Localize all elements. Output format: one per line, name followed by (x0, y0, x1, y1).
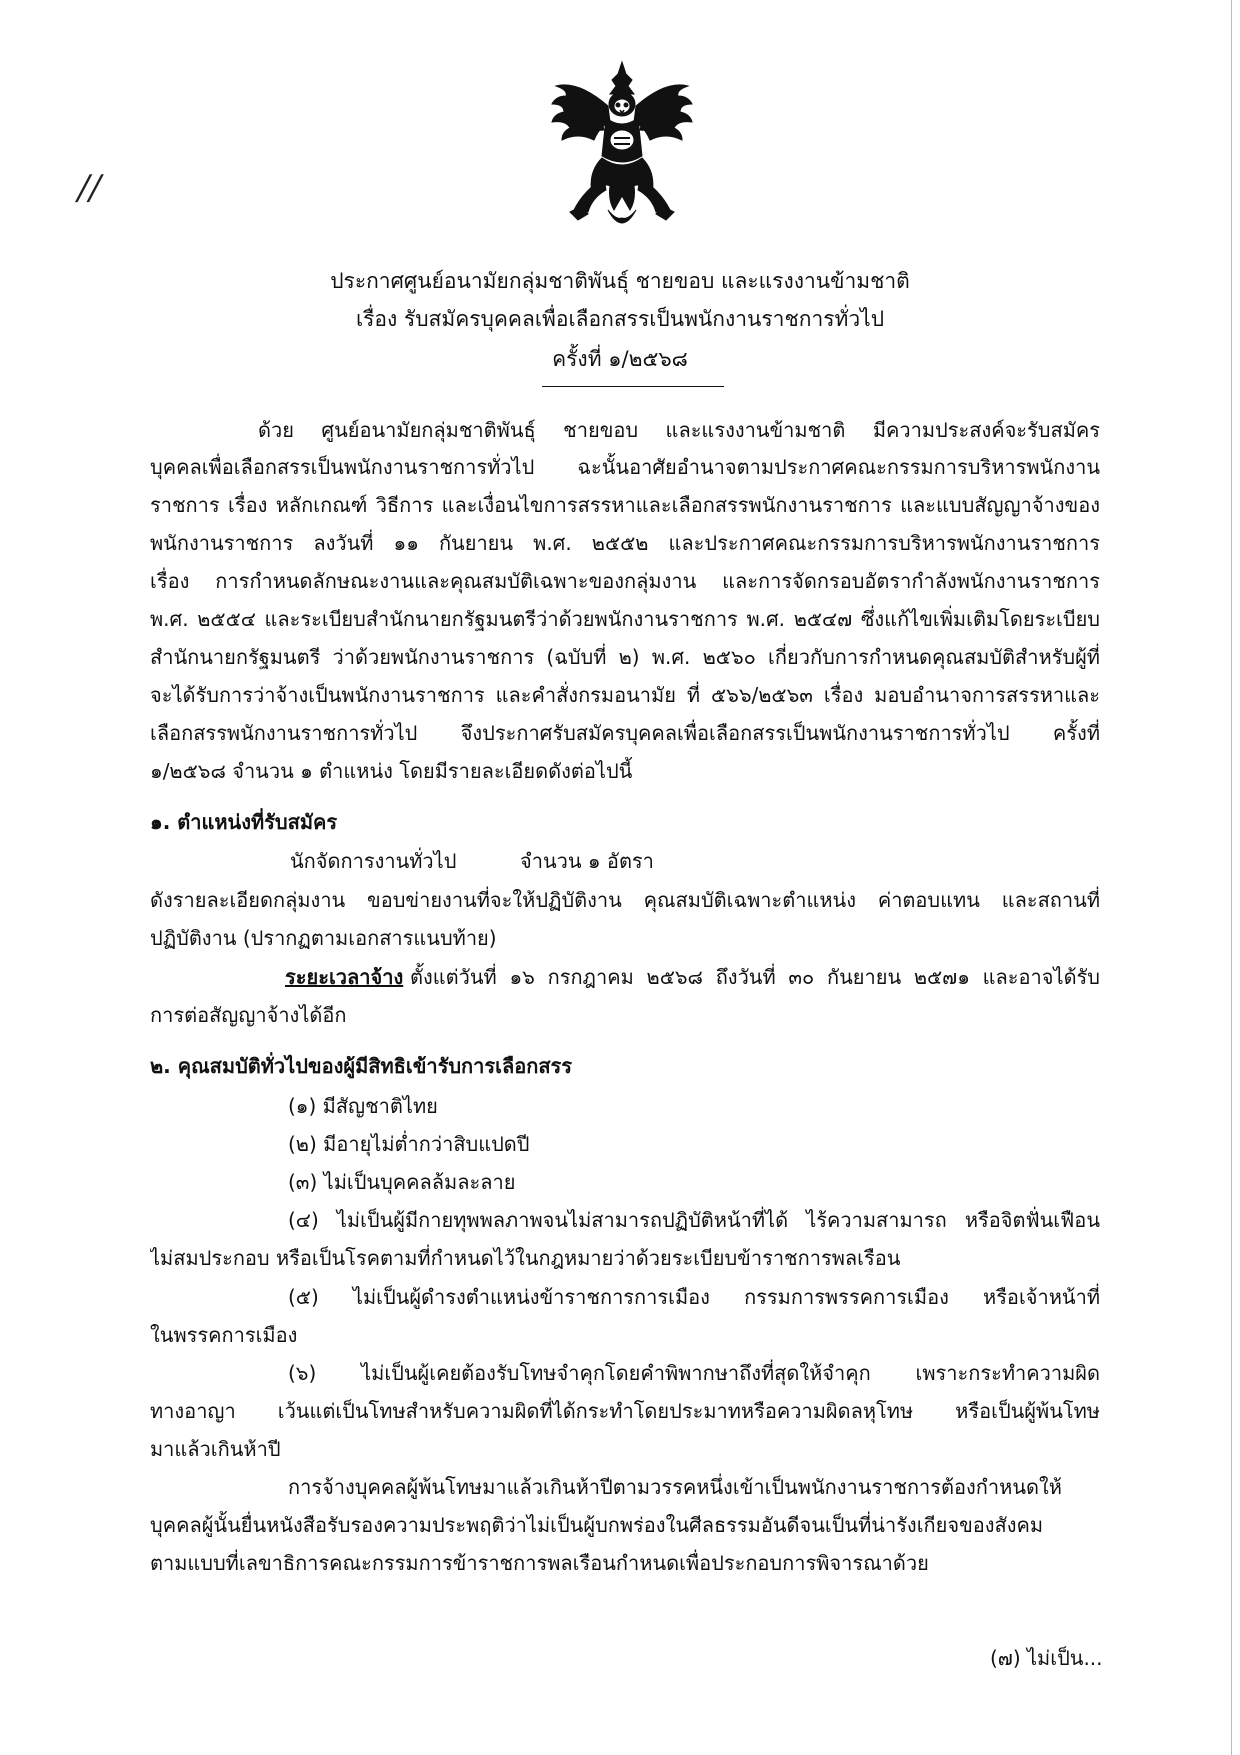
employment-period-label (285, 961, 403, 993)
heading-divider (542, 386, 724, 387)
employment-period-label-text: ระยะเวลาจ้าง (285, 965, 404, 989)
position-count: จำนวน ๑ อัตรา (520, 849, 654, 873)
margin-mark: // (73, 168, 106, 208)
qualification-5-line-2: ในพรรคการเมือง (150, 1323, 298, 1347)
section-2-title: ๒. คุณสมบัติทั่วไปของผู้มีสิทธิเข้ารับการเลือกสรร (150, 1054, 573, 1078)
intro-line-9: เลือกสรรพนักงานราชการทั่วไป จึงประกาศรับสมัครบุคคลเพื่อเลือกสรรเป็นพนักงานราชการทั่วไป ครั้งที่ (150, 721, 1100, 745)
section-1-detail-2: ปฏิบัติงาน (ปรากฏตามเอกสารแนบท้าย) (150, 926, 497, 950)
ex-convict-paragraph-line-3: ตามแบบที่เลขาธิการคณะกรรมการข้าราชการพลเรือนกำหนดเพื่อประกอบการพิจารณาด้วย (150, 1551, 929, 1575)
section-1-title: ๑. ตำแหน่งที่รับสมัคร (150, 810, 338, 834)
intro-line-7: สำนักนายกรัฐมนตรี ว่าด้วยพนักงานราชการ (ฉบับที่ ๒) พ.ศ. ๒๕๖๐ เกี่ยวกับการกำหนดคุณสมบัติสำหรับผู้ที่ (150, 645, 1100, 669)
qualification-3: (๓) ไม่เป็นบุคคลล้มละลาย (288, 1170, 516, 1194)
intro-line-4: พนักงานราชการ ลงวันที่ ๑๑ กันยายน พ.ศ. ๒๕๕๒ และประกาศคณะกรรมการบริหารพนักงานราชการ (150, 531, 1100, 555)
qualification-6-line-1: (๖) ไม่เป็นผู้เคยต้องรับโทษจำคุกโดยคำพิพากษาถึงที่สุดให้จำคุก เพราะกระทำความผิด (288, 1361, 1100, 1385)
intro-line-8: จะได้รับการว่าจ้างเป็นพนักงานราชการ และคำสั่งกรมอนามัย ที่ ๕๖๖/๒๕๖๓ เรื่อง มอบอำนาจการสรรหาและ (150, 683, 1100, 707)
section-1-detail-1: ดังรายละเอียดกลุ่มงาน ขอบข่ายงานที่จะให้ปฏิบัติงาน คุณสมบัติเฉพาะตำแหน่ง ค่าตอบแทน และสถานที่ (150, 888, 1100, 912)
heading-line-3: ครั้งที่ ๑/๒๕๖๘ (552, 347, 688, 371)
intro-line-10: ๑/๒๕๖๘ จำนวน ๑ ตำแหน่ง โดยมีรายละเอียดดังต่อไปนี้ (150, 759, 633, 783)
ex-convict-paragraph-line-1: การจ้างบุคคลผู้พ้นโทษมาแล้วเกินห้าปีตามวรรคหนึ่งเข้าเป็นพนักงานราชการต้องกำหนดให้ (288, 1475, 1062, 1499)
qualification-6-line-3: มาแล้วเกินห้าปี (150, 1437, 281, 1461)
qualification-6-line-2: ทางอาญา เว้นแต่เป็นโทษสำหรับความผิดที่ได้กระทำโดยประมาทหรือความผิดลหุโทษ หรือเป็นผู้พ้นโทษ (150, 1399, 1100, 1423)
continuation-note: (๗) ไม่เป็น... (990, 1646, 1103, 1670)
qualification-1: (๑) มีสัญชาติไทย (288, 1094, 438, 1118)
intro-line-2: บุคคลเพื่อเลือกสรรเป็นพนักงานราชการทั่วไป ฉะนั้นอาศัยอำนาจตามประกาศคณะกรรมการบริหารพนักงาน (150, 455, 1100, 479)
intro-line-6: พ.ศ. ๒๕๕๔ และระเบียบสำนักนายกรัฐมนตรีว่าด้วยพนักงานราชการ พ.ศ. ๒๕๔๗ ซึ่งแก้ไขเพิ่มเติมโดยระเบียบ (150, 607, 1100, 631)
qualification-4-line-2: ไม่สมประกอบ หรือเป็นโรคตามที่กำหนดไว้ในกฎหมายว่าด้วยระเบียบข้าราชการพลเรือน (150, 1246, 901, 1270)
qualification-5-line-1: (๕) ไม่เป็นผู้ดำรงตำแหน่งข้าราชการการเมือง กรรมการพรรคการเมือง หรือเจ้าหน้าที่ (288, 1285, 1100, 1309)
scan-edge-line (1231, 0, 1232, 1755)
intro-line-5: เรื่อง การกำหนดลักษณะงานและคุณสมบัติเฉพาะของกลุ่มงาน และการจัดกรอบอัตรากำลังพนักงานราชการ (150, 569, 1100, 593)
intro-line-1: ด้วย ศูนย์อนามัยกลุ่มชาติพันธุ์ ชายขอบ และแรงงานข้ามชาติ มีความประสงค์จะรับสมัคร (258, 418, 1100, 442)
qualification-2: (๒) มีอายุไม่ต่ำกว่าสิบแปดปี (288, 1132, 530, 1156)
employment-period-text: ตั้งแต่วันที่ ๑๖ กรกฎาคม ๒๕๖๘ ถึงวันที่ ๓๐ กันยายน ๒๕๗๑ และอาจได้รับ (410, 965, 1100, 989)
qualification-4-line-1: (๔) ไม่เป็นผู้มีกายทุพพลภาพจนไม่สามารถปฏิบัติหน้าที่ได้ ไร้ความสามารถ หรือจิตฟั่นเฟือน (288, 1208, 1100, 1232)
position-name: นักจัดการงานทั่วไป (290, 849, 457, 873)
garuda-emblem-icon (548, 60, 696, 240)
heading-line-1: ประกาศศูนย์อนามัยกลุ่มชาติพันธุ์ ชายขอบ และแรงงานข้ามชาติ (330, 269, 910, 293)
heading-line-2: เรื่อง รับสมัครบุคคลเพื่อเลือกสรรเป็นพนักงานราชการทั่วไป (355, 307, 885, 331)
intro-line-3: ราชการ เรื่อง หลักเกณฑ์ วิธีการ และเงื่อนไขการสรรหาและเลือกสรรพนักงานราชการ และแบบสัญญาจ้างของ (150, 493, 1100, 517)
ex-convict-paragraph-line-2: บุคคลผู้นั้นยื่นหนังสือรับรองความประพฤติว่าไม่เป็นผู้บกพร่องในศีลธรรมอันดีจนเป็นที่น่ารังเกียจของสังคม (150, 1513, 1044, 1537)
employment-period-cont: การต่อสัญญาจ้างได้อีก (150, 1003, 347, 1027)
